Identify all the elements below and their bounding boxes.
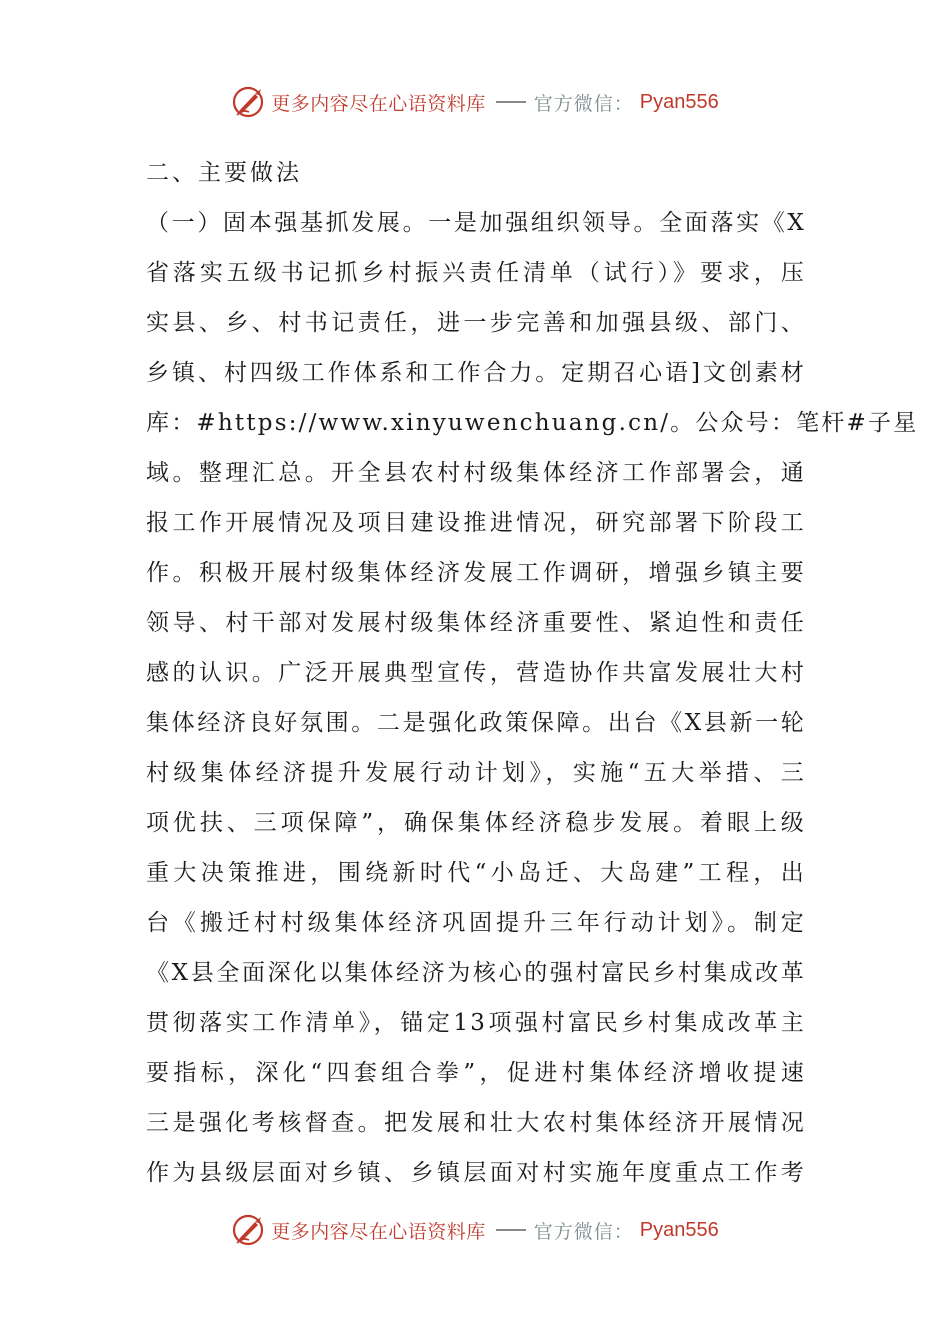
text-line: 域。整理汇总。开全县农村村级集体经济工作部署会，通: [146, 460, 806, 486]
text-line: 感的认识。广泛开展典型宣传，营造协作共富发展壮大村: [146, 660, 806, 686]
quill-pen-logo-icon: [231, 85, 265, 119]
text-line: 三是强化考核督查。把发展和壮大农村集体经济开展情况: [146, 1110, 806, 1136]
text-line: 贯彻落实工作清单》，锚定13项强村富民乡村集成改革主: [146, 1010, 806, 1036]
text-line: 作。积极开展村级集体经济发展工作调研，增强乡镇主要: [146, 560, 806, 586]
document-body: [146, 148, 919, 1198]
text-line: 项优扶、三项保障”，确保集体经济稳步发展。着眼上级: [146, 810, 806, 836]
text-line: 集体经济良好氛围。二是强化政策保障。出台《X县新一轮: [146, 710, 806, 736]
text-line: 作为县级层面对乡镇、乡镇层面对村实施年度重点工作考: [146, 1160, 806, 1186]
banner-wechat-id: Pyan556: [639, 90, 719, 113]
body-paragraph: [146, 198, 919, 1198]
text-line: 《X县全面深化以集体经济为核心的强村富民乡村集成改革: [146, 960, 806, 986]
quill-pen-logo-icon: [231, 1213, 265, 1247]
text-line: 重大决策推进，围绕新时代“小岛迁、大岛建”工程，出: [146, 860, 806, 886]
banner-slogan: 更多内容尽在心语资料库: [271, 1220, 486, 1243]
text-line: 实县、乡、村书记责任，进一步完善和加强县级、部门、: [146, 310, 806, 336]
text-line: 库：#https://www.xinyuwenchuang.cn/。公众号：笔杆#子星: [146, 410, 919, 436]
text-line: 要指标，深化“四套组合拳”，促进村集体经济增收提速: [146, 1060, 806, 1086]
banner-slogan: 更多内容尽在心语资料库: [271, 92, 486, 115]
banner-wechat-id: Pyan556: [639, 1218, 719, 1241]
text-line: 台《搬迁村村级集体经济巩固提升三年行动计划》。制定: [146, 910, 806, 936]
banner-contact-label: 官方微信：: [533, 1220, 634, 1243]
banner-contact-label: 官方微信：: [533, 92, 634, 115]
banner-separator: [496, 101, 526, 103]
text-line: 省落实五级书记抓乡村振兴责任清单（试行）》要求，压: [146, 260, 806, 286]
text-line: 乡镇、村四级工作体系和工作合力。定期召心语]文创素材: [146, 360, 806, 386]
header-banner: [0, 80, 950, 124]
text-line: 领导、村干部对发展村级集体经济重要性、紧迫性和责任: [146, 610, 806, 636]
footer-banner: [0, 1208, 950, 1252]
banner-separator: [496, 1229, 526, 1231]
text-line: （一）固本强基抓发展。一是加强组织领导。全面落实《X: [146, 210, 806, 236]
text-line: 村级集体经济提升发展行动计划》，实施“五大举措、三: [146, 760, 806, 786]
text-line: 报工作开展情况及项目建设推进情况，研究部署下阶段工: [146, 510, 806, 536]
section-heading: 二、主要做法: [146, 160, 302, 186]
